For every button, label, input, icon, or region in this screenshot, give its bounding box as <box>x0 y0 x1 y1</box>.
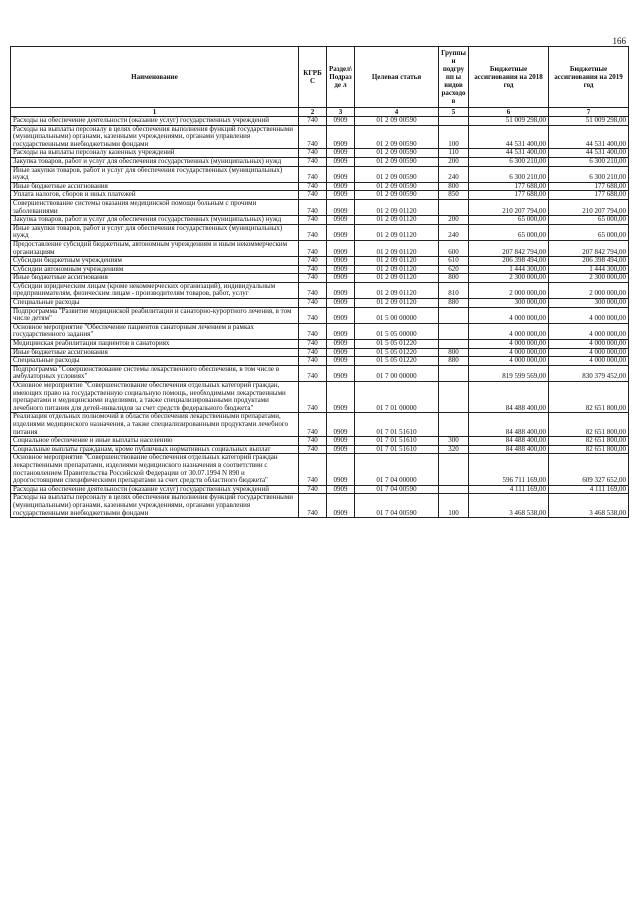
cell-target: 01 2 09 00590 <box>355 191 439 200</box>
cell-budget-2019: 4 111 169,00 <box>549 485 629 494</box>
cell-target: 01 2 09 01120 <box>355 199 439 215</box>
cell-name: Социальное обеспечение и иные выплаты населению <box>11 437 299 446</box>
cell-kgrbs: 740 <box>299 307 327 323</box>
cell-kgrbs: 740 <box>299 265 327 274</box>
cell-budget-2018: 65 000,00 <box>469 224 549 240</box>
table-row <box>11 382 629 413</box>
cell-target: 01 7 01 51610 <box>355 445 439 454</box>
cell-expense-group <box>439 382 469 413</box>
cell-expense-group: 610 <box>439 257 469 266</box>
table-row <box>11 365 629 381</box>
table-row <box>11 357 629 366</box>
cell-name: Субсидии юридическим лицам (кроме некоммерческих организаций), индивидуальным предпринимателям, физическим лицам - производителям товаров, работ, услуг <box>11 282 299 298</box>
cell-budget-2018: 2 300 000,00 <box>469 274 549 283</box>
cell-budget-2019: 210 207 794,00 <box>549 199 629 215</box>
cell-budget-2019: 177 688,00 <box>549 191 629 200</box>
cell-name: Субсидии бюджетным учреждениям <box>11 257 299 266</box>
cell-budget-2018: 6 300 210,00 <box>469 157 549 166</box>
cell-budget-2018: 3 468 538,00 <box>469 494 549 518</box>
cell-section: 0909 <box>327 323 355 339</box>
table-row <box>11 224 629 240</box>
cell-expense-group: 200 <box>439 157 469 166</box>
cell-kgrbs: 740 <box>299 224 327 240</box>
cell-name: Основное мероприятие "Совершенствование обеспечения отдельных категорий граждан, имеющих право на государственную социальную помощь, необходимыми лекарственными препаратами и медицинскими изделиями, а также специализированными продуктами лечебного питания для детей-инвалидов за счет средств федерального бюджета" <box>11 382 299 413</box>
cell-expense-group: 810 <box>439 282 469 298</box>
cell-name: Расходы на выплаты персоналу в целях обеспечения выполнения функций государственными (муниципальными) органами, казенными учреждениями, органами управления государственными внебюджетными фондами <box>11 494 299 518</box>
cell-target: 01 2 09 01120 <box>355 282 439 298</box>
cell-target: 01 2 09 01120 <box>355 299 439 308</box>
cell-section: 0909 <box>327 257 355 266</box>
cell-budget-2018: 4 000 000,00 <box>469 307 549 323</box>
cell-name: Расходы на обеспечение деятельности (оказание услуг) государственных учреждений <box>11 117 299 126</box>
table-row <box>11 340 629 349</box>
cell-budget-2018: 51 009 298,00 <box>469 117 549 126</box>
cell-budget-2019: 3 468 538,00 <box>549 494 629 518</box>
cell-section: 0909 <box>327 413 355 437</box>
cell-kgrbs: 740 <box>299 157 327 166</box>
cell-name: Иные закупки товаров, работ и услуг для обеспечения государственных (муниципальных) нужд <box>11 166 299 182</box>
cell-kgrbs: 740 <box>299 437 327 446</box>
cell-name: Совершенствование системы оказания медицинской помощи больным с прочими заболеваниями <box>11 199 299 215</box>
cell-name: Закупка товаров, работ и услуг для обеспечения государственных (муниципальных) нужд <box>11 216 299 225</box>
cell-expense-group: 620 <box>439 265 469 274</box>
cell-name: Реализация отдельных полномочий в области обеспечения лекарственными препаратами, изделиями медицинского назначения, а также специализированными продуктами лечебного питания <box>11 413 299 437</box>
table-header-row <box>11 47 629 108</box>
header-kgrbs: КГРБС <box>299 47 327 108</box>
cell-budget-2018: 2 000 000,00 <box>469 282 549 298</box>
cell-section: 0909 <box>327 340 355 349</box>
cell-expense-group: 300 <box>439 437 469 446</box>
cell-name: Закупка товаров, работ и услуг для обеспечения государственных (муниципальных) нужд <box>11 157 299 166</box>
cell-kgrbs: 740 <box>299 340 327 349</box>
cell-budget-2018: 4 000 000,00 <box>469 340 549 349</box>
cell-target: 01 5 05 01220 <box>355 348 439 357</box>
cell-section: 0909 <box>327 357 355 366</box>
cell-budget-2019: 4 000 000,00 <box>549 348 629 357</box>
cell-kgrbs: 740 <box>299 454 327 485</box>
cell-budget-2018: 596 711 169,00 <box>469 454 549 485</box>
column-number: 5 <box>439 108 469 117</box>
cell-section: 0909 <box>327 445 355 454</box>
cell-target: 01 5 05 01220 <box>355 357 439 366</box>
cell-kgrbs: 740 <box>299 365 327 381</box>
budget-table <box>10 46 629 518</box>
cell-section: 0909 <box>327 437 355 446</box>
table-row <box>11 191 629 200</box>
cell-kgrbs: 740 <box>299 149 327 158</box>
cell-target: 01 7 01 51610 <box>355 413 439 437</box>
cell-section: 0909 <box>327 282 355 298</box>
table-row <box>11 445 629 454</box>
cell-section: 0909 <box>327 274 355 283</box>
cell-kgrbs: 740 <box>299 257 327 266</box>
cell-target: 01 2 09 01120 <box>355 240 439 256</box>
cell-budget-2019: 4 000 000,00 <box>549 357 629 366</box>
cell-budget-2019: 4 000 000,00 <box>549 307 629 323</box>
cell-expense-group <box>439 454 469 485</box>
table-row <box>11 323 629 339</box>
cell-target: 01 7 01 51610 <box>355 437 439 446</box>
cell-name: Иные закупки товаров, работ и услуг для обеспечения государственных (муниципальных) нужд <box>11 224 299 240</box>
cell-budget-2019: 82 651 800,00 <box>549 445 629 454</box>
cell-budget-2019: 82 651 800,00 <box>549 382 629 413</box>
cell-name: Субсидии автономным учреждениям <box>11 265 299 274</box>
cell-budget-2018: 4 000 000,00 <box>469 357 549 366</box>
cell-target: 01 2 09 01120 <box>355 224 439 240</box>
cell-name: Подпрограмма "Совершенствование системы лекарственного обеспечения, в том числе в амбулаторных условиях" <box>11 365 299 381</box>
table-row <box>11 182 629 191</box>
cell-kgrbs: 740 <box>299 323 327 339</box>
cell-expense-group <box>439 117 469 126</box>
cell-section: 0909 <box>327 166 355 182</box>
cell-expense-group: 880 <box>439 357 469 366</box>
cell-expense-group <box>439 323 469 339</box>
cell-kgrbs: 740 <box>299 117 327 126</box>
cell-budget-2019: 177 688,00 <box>549 182 629 191</box>
cell-budget-2018: 84 488 400,00 <box>469 382 549 413</box>
cell-budget-2019: 65 000,00 <box>549 224 629 240</box>
cell-target: 01 7 04 00000 <box>355 454 439 485</box>
cell-target: 01 2 09 01120 <box>355 216 439 225</box>
cell-kgrbs: 740 <box>299 274 327 283</box>
cell-kgrbs: 740 <box>299 445 327 454</box>
cell-kgrbs: 740 <box>299 494 327 518</box>
table-row <box>11 437 629 446</box>
cell-target: 01 5 00 00000 <box>355 307 439 323</box>
column-number: 7 <box>549 108 629 117</box>
cell-target: 01 2 09 00590 <box>355 149 439 158</box>
cell-budget-2019: 4 000 000,00 <box>549 323 629 339</box>
cell-name: Основное мероприятие "Совершенствование обеспечения отдельных категорий граждан лекарственными препаратами, изделиями медицинского назначения в соответствии с постановлением Правительства Российской Федерации от 30.07.1994 N 890 и дорогостоящими специфическими препаратами за счет средств областного бюджета" <box>11 454 299 485</box>
cell-kgrbs: 740 <box>299 357 327 366</box>
column-number: 1 <box>11 108 299 117</box>
cell-section: 0909 <box>327 494 355 518</box>
cell-budget-2019: 6 300 210,00 <box>549 157 629 166</box>
table-row <box>11 494 629 518</box>
cell-name: Расходы на выплаты персоналу в целях обеспечения выполнения функций государственными (муниципальными) органами, казенными учреждениями, органами управления государственными внебюджетными фондами <box>11 125 299 149</box>
cell-target: 01 2 09 00590 <box>355 166 439 182</box>
cell-section: 0909 <box>327 125 355 149</box>
cell-expense-group: 100 <box>439 494 469 518</box>
header-budget-2019: Бюджетные ассигнования на 2019 год <box>549 47 629 108</box>
cell-expense-group: 200 <box>439 216 469 225</box>
cell-kgrbs: 740 <box>299 413 327 437</box>
cell-budget-2019: 44 531 400,00 <box>549 149 629 158</box>
table-row <box>11 157 629 166</box>
cell-target: 01 2 09 01120 <box>355 257 439 266</box>
table-row <box>11 199 629 215</box>
cell-expense-group: 850 <box>439 191 469 200</box>
cell-target: 01 5 05 01220 <box>355 340 439 349</box>
cell-budget-2018: 44 531 400,00 <box>469 149 549 158</box>
cell-budget-2018: 84 488 400,00 <box>469 437 549 446</box>
table-row <box>11 149 629 158</box>
cell-budget-2018: 84 488 400,00 <box>469 445 549 454</box>
cell-section: 0909 <box>327 265 355 274</box>
cell-expense-group: 100 <box>439 125 469 149</box>
column-number: 6 <box>469 108 549 117</box>
cell-budget-2019: 51 009 298,00 <box>549 117 629 126</box>
cell-kgrbs: 740 <box>299 125 327 149</box>
cell-expense-group: 600 <box>439 240 469 256</box>
cell-name: Расходы на обеспечение деятельности (оказание услуг) государственных учреждений <box>11 485 299 494</box>
cell-budget-2018: 819 599 569,00 <box>469 365 549 381</box>
cell-name: Иные бюджетные ассигнования <box>11 182 299 191</box>
header-target: Целевая статья <box>355 47 439 108</box>
cell-budget-2018: 177 688,00 <box>469 191 549 200</box>
table-row <box>11 166 629 182</box>
cell-budget-2018: 4 111 169,00 <box>469 485 549 494</box>
cell-budget-2019: 206 398 494,00 <box>549 257 629 266</box>
cell-kgrbs: 740 <box>299 485 327 494</box>
cell-expense-group: 110 <box>439 149 469 158</box>
header-budget-2018: Бюджетные ассигнования на 2018 год <box>469 47 549 108</box>
cell-budget-2018: 44 531 400,00 <box>469 125 549 149</box>
cell-section: 0909 <box>327 299 355 308</box>
cell-expense-group: 240 <box>439 166 469 182</box>
cell-budget-2019: 300 000,00 <box>549 299 629 308</box>
cell-expense-group <box>439 340 469 349</box>
table-row <box>11 307 629 323</box>
table-row <box>11 299 629 308</box>
header-section: Раздел\ Подразде л <box>327 47 355 108</box>
header-name: Наименование <box>11 47 299 108</box>
cell-name: Иные бюджетные ассигнования <box>11 348 299 357</box>
cell-budget-2019: 830 379 452,00 <box>549 365 629 381</box>
cell-section: 0909 <box>327 149 355 158</box>
cell-target: 01 2 09 00590 <box>355 125 439 149</box>
column-number: 3 <box>327 108 355 117</box>
cell-kgrbs: 740 <box>299 282 327 298</box>
cell-budget-2018: 300 000,00 <box>469 299 549 308</box>
cell-kgrbs: 740 <box>299 199 327 215</box>
cell-section: 0909 <box>327 485 355 494</box>
cell-section: 0909 <box>327 365 355 381</box>
cell-budget-2018: 4 000 000,00 <box>469 323 549 339</box>
cell-target: 01 5 05 00000 <box>355 323 439 339</box>
cell-target: 01 7 01 00000 <box>355 382 439 413</box>
cell-kgrbs: 740 <box>299 216 327 225</box>
cell-section: 0909 <box>327 199 355 215</box>
cell-name: Подпрограмма "Развитие медицинской реабилитации и санаторно-курортного лечения, в том числе детям" <box>11 307 299 323</box>
cell-budget-2018: 1 444 300,00 <box>469 265 549 274</box>
cell-budget-2019: 82 651 800,00 <box>549 437 629 446</box>
cell-target: 01 2 09 01120 <box>355 265 439 274</box>
cell-budget-2018: 210 207 794,00 <box>469 199 549 215</box>
table-row <box>11 282 629 298</box>
cell-kgrbs: 740 <box>299 166 327 182</box>
cell-name: Специальные расходы <box>11 299 299 308</box>
cell-budget-2018: 4 000 000,00 <box>469 348 549 357</box>
cell-section: 0909 <box>327 240 355 256</box>
cell-budget-2019: 1 444 300,00 <box>549 265 629 274</box>
table-row <box>11 274 629 283</box>
cell-name: Уплата налогов, сборов и иных платежей <box>11 191 299 200</box>
table-row <box>11 240 629 256</box>
cell-name: Специальные расходы <box>11 357 299 366</box>
cell-target: 01 7 04 00590 <box>355 485 439 494</box>
cell-target: 01 2 09 00590 <box>355 157 439 166</box>
cell-section: 0909 <box>327 216 355 225</box>
cell-target: 01 2 09 01120 <box>355 274 439 283</box>
cell-expense-group: 240 <box>439 224 469 240</box>
table-row <box>11 485 629 494</box>
cell-budget-2018: 65 000,00 <box>469 216 549 225</box>
cell-budget-2018: 84 488 400,00 <box>469 413 549 437</box>
cell-budget-2019: 2 300 000,00 <box>549 274 629 283</box>
cell-kgrbs: 740 <box>299 182 327 191</box>
cell-budget-2018: 206 398 494,00 <box>469 257 549 266</box>
cell-expense-group: 800 <box>439 348 469 357</box>
cell-kgrbs: 740 <box>299 348 327 357</box>
cell-kgrbs: 740 <box>299 240 327 256</box>
cell-section: 0909 <box>327 454 355 485</box>
cell-expense-group <box>439 365 469 381</box>
cell-expense-group: 800 <box>439 182 469 191</box>
column-number: 4 <box>355 108 439 117</box>
cell-target: 01 2 09 00590 <box>355 117 439 126</box>
cell-kgrbs: 740 <box>299 191 327 200</box>
cell-expense-group: 880 <box>439 299 469 308</box>
cell-section: 0909 <box>327 117 355 126</box>
cell-name: Иные бюджетные ассигнования <box>11 274 299 283</box>
cell-name: Предоставление субсидий бюджетным, автономным учреждениям и иным некоммерческим организациям <box>11 240 299 256</box>
cell-section: 0909 <box>327 191 355 200</box>
cell-section: 0909 <box>327 348 355 357</box>
cell-section: 0909 <box>327 182 355 191</box>
cell-budget-2018: 177 688,00 <box>469 182 549 191</box>
cell-expense-group <box>439 307 469 323</box>
cell-budget-2019: 207 842 794,00 <box>549 240 629 256</box>
table-row <box>11 265 629 274</box>
cell-target: 01 7 04 00590 <box>355 494 439 518</box>
cell-section: 0909 <box>327 224 355 240</box>
header-expense-group: Группы и подгрупп ы видов расходов <box>439 47 469 108</box>
cell-section: 0909 <box>327 382 355 413</box>
column-number: 2 <box>299 108 327 117</box>
table-row <box>11 413 629 437</box>
cell-budget-2019: 6 300 210,00 <box>549 166 629 182</box>
table-row <box>11 216 629 225</box>
cell-budget-2018: 207 842 794,00 <box>469 240 549 256</box>
cell-name: Медицинская реабилитация пациентов в санаториях <box>11 340 299 349</box>
cell-kgrbs: 740 <box>299 382 327 413</box>
column-number-row <box>11 108 629 117</box>
cell-budget-2019: 65 000,00 <box>549 216 629 225</box>
cell-budget-2019: 44 531 400,00 <box>549 125 629 149</box>
cell-target: 01 2 09 00590 <box>355 182 439 191</box>
cell-target: 01 7 00 00000 <box>355 365 439 381</box>
cell-name: Расходы на выплаты персоналу казенных учреждений <box>11 149 299 158</box>
cell-expense-group: 800 <box>439 274 469 283</box>
cell-kgrbs: 740 <box>299 299 327 308</box>
cell-expense-group: 320 <box>439 445 469 454</box>
table-row <box>11 117 629 126</box>
page-number: 166 <box>612 36 626 46</box>
cell-section: 0909 <box>327 307 355 323</box>
cell-name: Основное мероприятие "Обеспечение пациентов санаторным лечением в рамках государственного задания" <box>11 323 299 339</box>
cell-budget-2019: 2 000 000,00 <box>549 282 629 298</box>
table-row <box>11 125 629 149</box>
cell-section: 0909 <box>327 157 355 166</box>
cell-budget-2018: 6 300 210,00 <box>469 166 549 182</box>
cell-expense-group <box>439 413 469 437</box>
table-row <box>11 348 629 357</box>
table-row <box>11 257 629 266</box>
cell-budget-2019: 82 651 800,00 <box>549 413 629 437</box>
cell-budget-2019: 4 000 000,00 <box>549 340 629 349</box>
cell-name: Социальные выплаты гражданам, кроме публичных нормативных социальных выплат <box>11 445 299 454</box>
table-row <box>11 454 629 485</box>
cell-budget-2019: 609 327 652,00 <box>549 454 629 485</box>
cell-expense-group <box>439 485 469 494</box>
table-body <box>11 117 629 518</box>
cell-expense-group <box>439 199 469 215</box>
